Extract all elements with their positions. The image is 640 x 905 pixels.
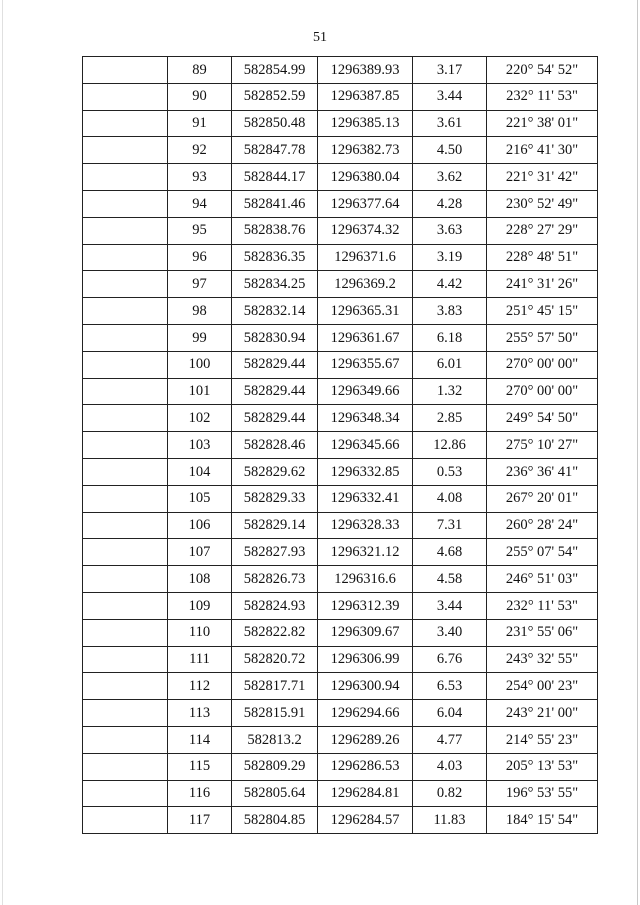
distance-cell: 2.85 xyxy=(413,405,487,432)
blank-cell xyxy=(83,244,168,271)
blank-cell xyxy=(83,646,168,673)
x-coordinate-cell: 582820.72 xyxy=(232,646,318,673)
point-number-cell: 116 xyxy=(168,780,232,807)
coordinates-table xyxy=(82,56,598,834)
point-number-cell: 102 xyxy=(168,405,232,432)
point-number-cell: 111 xyxy=(168,646,232,673)
bearing-angle-cell: 270° 00' 00" xyxy=(487,378,598,405)
blank-cell xyxy=(83,700,168,727)
bearing-angle-cell: 221° 31' 42" xyxy=(487,164,598,191)
page-number: 51 xyxy=(313,30,327,45)
blank-cell xyxy=(83,673,168,700)
blank-cell xyxy=(83,164,168,191)
point-number-cell: 90 xyxy=(168,83,232,110)
x-coordinate-cell: 582830.94 xyxy=(232,324,318,351)
y-coordinate-cell: 1296361.67 xyxy=(318,324,413,351)
bearing-angle-cell: 255° 57' 50" xyxy=(487,324,598,351)
y-coordinate-cell: 1296294.66 xyxy=(318,700,413,727)
table-row xyxy=(83,458,598,485)
point-number-cell: 91 xyxy=(168,110,232,137)
point-number-cell: 96 xyxy=(168,244,232,271)
distance-cell: 4.28 xyxy=(413,190,487,217)
point-number-cell: 108 xyxy=(168,566,232,593)
distance-cell: 4.77 xyxy=(413,726,487,753)
y-coordinate-cell: 1296316.6 xyxy=(318,566,413,593)
point-number-cell: 92 xyxy=(168,137,232,164)
bearing-angle-cell: 246° 51' 03" xyxy=(487,566,598,593)
blank-cell xyxy=(83,807,168,834)
bearing-angle-cell: 228° 27' 29" xyxy=(487,217,598,244)
x-coordinate-cell: 582854.99 xyxy=(232,57,318,84)
point-number-cell: 110 xyxy=(168,619,232,646)
blank-cell xyxy=(83,619,168,646)
x-coordinate-cell: 582829.44 xyxy=(232,405,318,432)
y-coordinate-cell: 1296387.85 xyxy=(318,83,413,110)
blank-cell xyxy=(83,57,168,84)
x-coordinate-cell: 582832.14 xyxy=(232,298,318,325)
distance-cell: 0.53 xyxy=(413,458,487,485)
x-coordinate-cell: 582815.91 xyxy=(232,700,318,727)
x-coordinate-cell: 582844.17 xyxy=(232,164,318,191)
y-coordinate-cell: 1296328.33 xyxy=(318,512,413,539)
y-coordinate-cell: 1296321.12 xyxy=(318,539,413,566)
x-coordinate-cell: 582829.14 xyxy=(232,512,318,539)
blank-cell xyxy=(83,458,168,485)
bearing-angle-cell: 196° 53' 55" xyxy=(487,780,598,807)
blank-cell xyxy=(83,512,168,539)
blank-cell xyxy=(83,539,168,566)
table-row xyxy=(83,646,598,673)
table-row xyxy=(83,137,598,164)
y-coordinate-cell: 1296306.99 xyxy=(318,646,413,673)
table-row xyxy=(83,673,598,700)
table-row xyxy=(83,351,598,378)
table-row xyxy=(83,217,598,244)
table-row xyxy=(83,271,598,298)
bearing-angle-cell: 216° 41' 30" xyxy=(487,137,598,164)
bearing-angle-cell: 232° 11' 53" xyxy=(487,83,598,110)
distance-cell: 6.76 xyxy=(413,646,487,673)
x-coordinate-cell: 582829.44 xyxy=(232,351,318,378)
y-coordinate-cell: 1296365.31 xyxy=(318,298,413,325)
table-row xyxy=(83,780,598,807)
table-row xyxy=(83,378,598,405)
bearing-angle-cell: 228° 48' 51" xyxy=(487,244,598,271)
coordinates-table-body xyxy=(83,57,598,834)
blank-cell xyxy=(83,566,168,593)
y-coordinate-cell: 1296382.73 xyxy=(318,137,413,164)
distance-cell: 4.03 xyxy=(413,753,487,780)
table-row xyxy=(83,83,598,110)
bearing-angle-cell: 255° 07' 54" xyxy=(487,539,598,566)
bearing-angle-cell: 221° 38' 01" xyxy=(487,110,598,137)
bearing-angle-cell: 243° 32' 55" xyxy=(487,646,598,673)
distance-cell: 3.83 xyxy=(413,298,487,325)
y-coordinate-cell: 1296369.2 xyxy=(318,271,413,298)
distance-cell: 3.62 xyxy=(413,164,487,191)
blank-cell xyxy=(83,217,168,244)
bearing-angle-cell: 232° 11' 53" xyxy=(487,592,598,619)
x-coordinate-cell: 582805.64 xyxy=(232,780,318,807)
bearing-angle-cell: 184° 15' 54" xyxy=(487,807,598,834)
y-coordinate-cell: 1296385.13 xyxy=(318,110,413,137)
blank-cell xyxy=(83,378,168,405)
distance-cell: 11.83 xyxy=(413,807,487,834)
distance-cell: 3.44 xyxy=(413,592,487,619)
distance-cell: 7.31 xyxy=(413,512,487,539)
point-number-cell: 93 xyxy=(168,164,232,191)
table-row xyxy=(83,753,598,780)
point-number-cell: 115 xyxy=(168,753,232,780)
point-number-cell: 95 xyxy=(168,217,232,244)
point-number-cell: 104 xyxy=(168,458,232,485)
y-coordinate-cell: 1296389.93 xyxy=(318,57,413,84)
point-number-cell: 114 xyxy=(168,726,232,753)
point-number-cell: 113 xyxy=(168,700,232,727)
x-coordinate-cell: 582834.25 xyxy=(232,271,318,298)
distance-cell: 4.58 xyxy=(413,566,487,593)
point-number-cell: 103 xyxy=(168,432,232,459)
left-edge-line xyxy=(2,0,3,905)
blank-cell xyxy=(83,271,168,298)
table-row xyxy=(83,432,598,459)
table-row xyxy=(83,566,598,593)
distance-cell: 3.19 xyxy=(413,244,487,271)
point-number-cell: 98 xyxy=(168,298,232,325)
y-coordinate-cell: 1296332.85 xyxy=(318,458,413,485)
x-coordinate-cell: 582827.93 xyxy=(232,539,318,566)
distance-cell: 12.86 xyxy=(413,432,487,459)
point-number-cell: 101 xyxy=(168,378,232,405)
table-row xyxy=(83,190,598,217)
blank-cell xyxy=(83,432,168,459)
blank-cell xyxy=(83,110,168,137)
point-number-cell: 117 xyxy=(168,807,232,834)
table-row xyxy=(83,324,598,351)
x-coordinate-cell: 582804.85 xyxy=(232,807,318,834)
point-number-cell: 99 xyxy=(168,324,232,351)
y-coordinate-cell: 1296380.04 xyxy=(318,164,413,191)
distance-cell: 3.40 xyxy=(413,619,487,646)
blank-cell xyxy=(83,137,168,164)
blank-cell xyxy=(83,485,168,512)
distance-cell: 4.50 xyxy=(413,137,487,164)
point-number-cell: 100 xyxy=(168,351,232,378)
y-coordinate-cell: 1296300.94 xyxy=(318,673,413,700)
bearing-angle-cell: 214° 55' 23" xyxy=(487,726,598,753)
table-row xyxy=(83,592,598,619)
x-coordinate-cell: 582829.62 xyxy=(232,458,318,485)
y-coordinate-cell: 1296355.67 xyxy=(318,351,413,378)
bearing-angle-cell: 230° 52' 49" xyxy=(487,190,598,217)
table-row xyxy=(83,244,598,271)
table-row xyxy=(83,164,598,191)
y-coordinate-cell: 1296332.41 xyxy=(318,485,413,512)
point-number-cell: 97 xyxy=(168,271,232,298)
x-coordinate-cell: 582813.2 xyxy=(232,726,318,753)
y-coordinate-cell: 1296374.32 xyxy=(318,217,413,244)
bearing-angle-cell: 275° 10' 27" xyxy=(487,432,598,459)
blank-cell xyxy=(83,592,168,619)
x-coordinate-cell: 582852.59 xyxy=(232,83,318,110)
y-coordinate-cell: 1296371.6 xyxy=(318,244,413,271)
point-number-cell: 109 xyxy=(168,592,232,619)
table-row xyxy=(83,512,598,539)
bearing-angle-cell: 267° 20' 01" xyxy=(487,485,598,512)
distance-cell: 0.82 xyxy=(413,780,487,807)
y-coordinate-cell: 1296284.81 xyxy=(318,780,413,807)
y-coordinate-cell: 1296348.34 xyxy=(318,405,413,432)
y-coordinate-cell: 1296284.57 xyxy=(318,807,413,834)
x-coordinate-cell: 582829.44 xyxy=(232,378,318,405)
bearing-angle-cell: 260° 28' 24" xyxy=(487,512,598,539)
distance-cell: 3.63 xyxy=(413,217,487,244)
bearing-angle-cell: 220° 54' 52" xyxy=(487,57,598,84)
table-row xyxy=(83,57,598,84)
blank-cell xyxy=(83,405,168,432)
bearing-angle-cell: 236° 36' 41" xyxy=(487,458,598,485)
table-row xyxy=(83,807,598,834)
x-coordinate-cell: 582847.78 xyxy=(232,137,318,164)
x-coordinate-cell: 582850.48 xyxy=(232,110,318,137)
x-coordinate-cell: 582824.93 xyxy=(232,592,318,619)
bearing-angle-cell: 270° 00' 00" xyxy=(487,351,598,378)
distance-cell: 6.04 xyxy=(413,700,487,727)
blank-cell xyxy=(83,190,168,217)
distance-cell: 3.17 xyxy=(413,57,487,84)
table-row xyxy=(83,539,598,566)
point-number-cell: 89 xyxy=(168,57,232,84)
table-row xyxy=(83,726,598,753)
bearing-angle-cell: 251° 45' 15" xyxy=(487,298,598,325)
table-row xyxy=(83,619,598,646)
distance-cell: 6.53 xyxy=(413,673,487,700)
point-number-cell: 105 xyxy=(168,485,232,512)
distance-cell: 1.32 xyxy=(413,378,487,405)
bearing-angle-cell: 243° 21' 00" xyxy=(487,700,598,727)
right-edge-line xyxy=(637,0,638,905)
blank-cell xyxy=(83,351,168,378)
distance-cell: 3.44 xyxy=(413,83,487,110)
bearing-angle-cell: 241° 31' 26" xyxy=(487,271,598,298)
bearing-angle-cell: 231° 55' 06" xyxy=(487,619,598,646)
x-coordinate-cell: 582822.82 xyxy=(232,619,318,646)
blank-cell xyxy=(83,753,168,780)
distance-cell: 3.61 xyxy=(413,110,487,137)
point-number-cell: 94 xyxy=(168,190,232,217)
blank-cell xyxy=(83,298,168,325)
x-coordinate-cell: 582809.29 xyxy=(232,753,318,780)
x-coordinate-cell: 582817.71 xyxy=(232,673,318,700)
x-coordinate-cell: 582826.73 xyxy=(232,566,318,593)
x-coordinate-cell: 582838.76 xyxy=(232,217,318,244)
table-row xyxy=(83,485,598,512)
y-coordinate-cell: 1296289.26 xyxy=(318,726,413,753)
x-coordinate-cell: 582836.35 xyxy=(232,244,318,271)
x-coordinate-cell: 582828.46 xyxy=(232,432,318,459)
table-row xyxy=(83,405,598,432)
bearing-angle-cell: 205° 13' 53" xyxy=(487,753,598,780)
y-coordinate-cell: 1296309.67 xyxy=(318,619,413,646)
y-coordinate-cell: 1296349.66 xyxy=(318,378,413,405)
table-row xyxy=(83,298,598,325)
distance-cell: 4.08 xyxy=(413,485,487,512)
point-number-cell: 112 xyxy=(168,673,232,700)
table-row xyxy=(83,700,598,727)
blank-cell xyxy=(83,324,168,351)
blank-cell xyxy=(83,83,168,110)
bearing-angle-cell: 249° 54' 50" xyxy=(487,405,598,432)
bearing-angle-cell: 254° 00' 23" xyxy=(487,673,598,700)
blank-cell xyxy=(83,780,168,807)
y-coordinate-cell: 1296312.39 xyxy=(318,592,413,619)
point-number-cell: 107 xyxy=(168,539,232,566)
distance-cell: 4.68 xyxy=(413,539,487,566)
x-coordinate-cell: 582841.46 xyxy=(232,190,318,217)
y-coordinate-cell: 1296345.66 xyxy=(318,432,413,459)
table-row xyxy=(83,110,598,137)
blank-cell xyxy=(83,726,168,753)
distance-cell: 6.18 xyxy=(413,324,487,351)
distance-cell: 6.01 xyxy=(413,351,487,378)
point-number-cell: 106 xyxy=(168,512,232,539)
y-coordinate-cell: 1296286.53 xyxy=(318,753,413,780)
y-coordinate-cell: 1296377.64 xyxy=(318,190,413,217)
x-coordinate-cell: 582829.33 xyxy=(232,485,318,512)
distance-cell: 4.42 xyxy=(413,271,487,298)
